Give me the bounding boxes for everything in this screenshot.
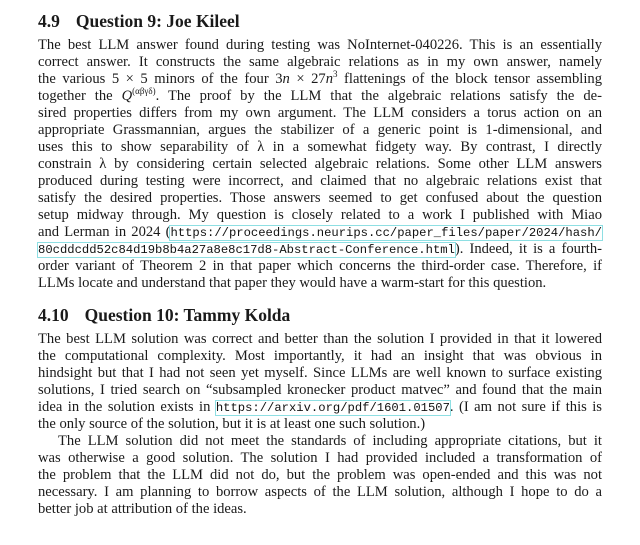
section-4-9 — [38, 10, 602, 292]
text-run: the only source of the solution, but it is at least one such solution.) — [38, 416, 426, 432]
text-run: The best LLM solution was correct and better than the solution I provided in that it lowered — [38, 331, 602, 347]
text-line — [38, 173, 602, 190]
text-run: . (I am not sure if this is — [449, 399, 602, 415]
text-run: sired properties differs from my own argument. The LLM considers a torus action on an — [38, 105, 602, 121]
text-run: appropriate Grassmannian, argues the stabilizer of a generic point is 1-dimensional, and — [38, 122, 602, 138]
math-variable: n — [282, 71, 290, 87]
section-title: Question 9: Joe Kileel — [75, 11, 240, 31]
section-number: 4.10 — [38, 305, 69, 325]
text-line — [38, 450, 602, 467]
text-line — [38, 399, 602, 416]
text-line — [38, 156, 602, 173]
text-line — [38, 105, 602, 122]
text-run: The best LLM answer found during testing was NoInternet-040226. This is an essentially — [38, 37, 602, 53]
url-link[interactable]: https://proceedings.neurips.cc/paper_files/paper/2024/hash/ — [170, 226, 602, 240]
text-line — [38, 275, 602, 292]
text-line — [38, 241, 602, 258]
text-line — [38, 365, 602, 382]
text-line — [38, 71, 602, 88]
section-4-10 — [38, 304, 602, 518]
paragraph — [38, 331, 602, 433]
text-line — [38, 224, 602, 241]
text-run: ). Indeed, it is a fourth- — [454, 241, 602, 257]
text-line — [38, 331, 602, 348]
text-line — [38, 54, 602, 71]
text-line — [38, 467, 602, 484]
text-run: hindsight but that I had not seen yet myself. Since LLMs are well known to surface existing — [38, 365, 602, 381]
document-page — [38, 0, 602, 518]
text-run: the computational complexity. Most importantly, it had an insight that was obvious in — [38, 348, 602, 364]
text-run: order variant of Theorem 2 in that paper which concerns the third-order case. Therefore, if — [38, 258, 602, 274]
text-run: setup midway through. My question is closely related to a work I published with Miao — [38, 207, 602, 223]
math-superscript: (αβγδ) — [132, 86, 156, 96]
text-line — [38, 258, 602, 275]
text-run: constrain λ by considering certain selected algebraic relations. Some other LLM answers — [38, 156, 602, 172]
text-line — [38, 416, 602, 433]
text-line — [38, 37, 602, 54]
text-run: produced during testing were incorrect, and claimed that no algebraic relations exist that — [38, 173, 602, 189]
text-run: better job at attribution of the ideas. — [38, 501, 247, 517]
math-variable: n — [325, 71, 333, 87]
text-line — [38, 122, 602, 139]
section-heading — [38, 304, 602, 326]
text-line — [38, 139, 602, 156]
text-line — [38, 484, 602, 501]
text-line — [38, 382, 602, 399]
text-run: solutions, I tried search on “subsampled kronecker product matvec” and found that the main — [38, 382, 602, 398]
text-run: and Lerman in 2024 ( — [38, 224, 171, 240]
section-number: 4.9 — [38, 11, 60, 31]
text-line — [38, 207, 602, 224]
text-run: × 27 — [289, 71, 326, 87]
url-link[interactable]: 80cddcdd52c84d19b8b4a27a8e8c17d8-Abstract-Conference.html — [38, 243, 455, 257]
text-line — [38, 501, 602, 518]
url-link[interactable]: https://arxiv.org/pdf/1601.01507 — [215, 401, 450, 415]
section-title: Question 10: Tammy Kolda — [84, 305, 291, 325]
text-line — [38, 190, 602, 207]
text-line — [38, 348, 602, 365]
text-run: correct answer. It constructs the same algebraic relations as in my own answer, namely — [38, 54, 602, 70]
text-run: flattenings of the block tensor assembling — [337, 71, 603, 87]
math-superscript: 3 — [333, 69, 338, 79]
text-run: The LLM solution did not meet the standards of including appropriate citations, but it — [58, 433, 602, 449]
text-run: . The proof by the LLM that the algebraic relations satisfy the de- — [155, 88, 602, 104]
text-run: idea in the solution exists in — [38, 399, 216, 415]
paragraph — [38, 433, 602, 518]
text-run: uses this to show separability of λ in a somewhat fidgety way. By contrast, I directly — [38, 139, 602, 155]
text-run: was otherwise a good solution. The solution I had provided included a transformation of — [38, 450, 602, 466]
text-run: together the — [38, 88, 122, 104]
text-run: necessary. I am planning to borrow aspects of the LLM solution, although I hope to do a — [38, 484, 602, 500]
paragraph — [38, 37, 602, 292]
section-heading — [38, 10, 602, 32]
text-run: the various 5 × 5 minors of the four 3 — [38, 71, 283, 87]
text-run: satisfy the desired properties. Those answers seemed to get confused about the question — [38, 190, 602, 206]
text-run: the problem that the LLM did not do, but the problem was open-ended and this was not — [38, 467, 602, 483]
text-line — [38, 433, 602, 450]
math-variable: Q — [121, 88, 133, 104]
text-line — [38, 88, 602, 105]
text-run: LLMs locate and understand that paper they would have a warm-start for this question. — [38, 275, 547, 291]
